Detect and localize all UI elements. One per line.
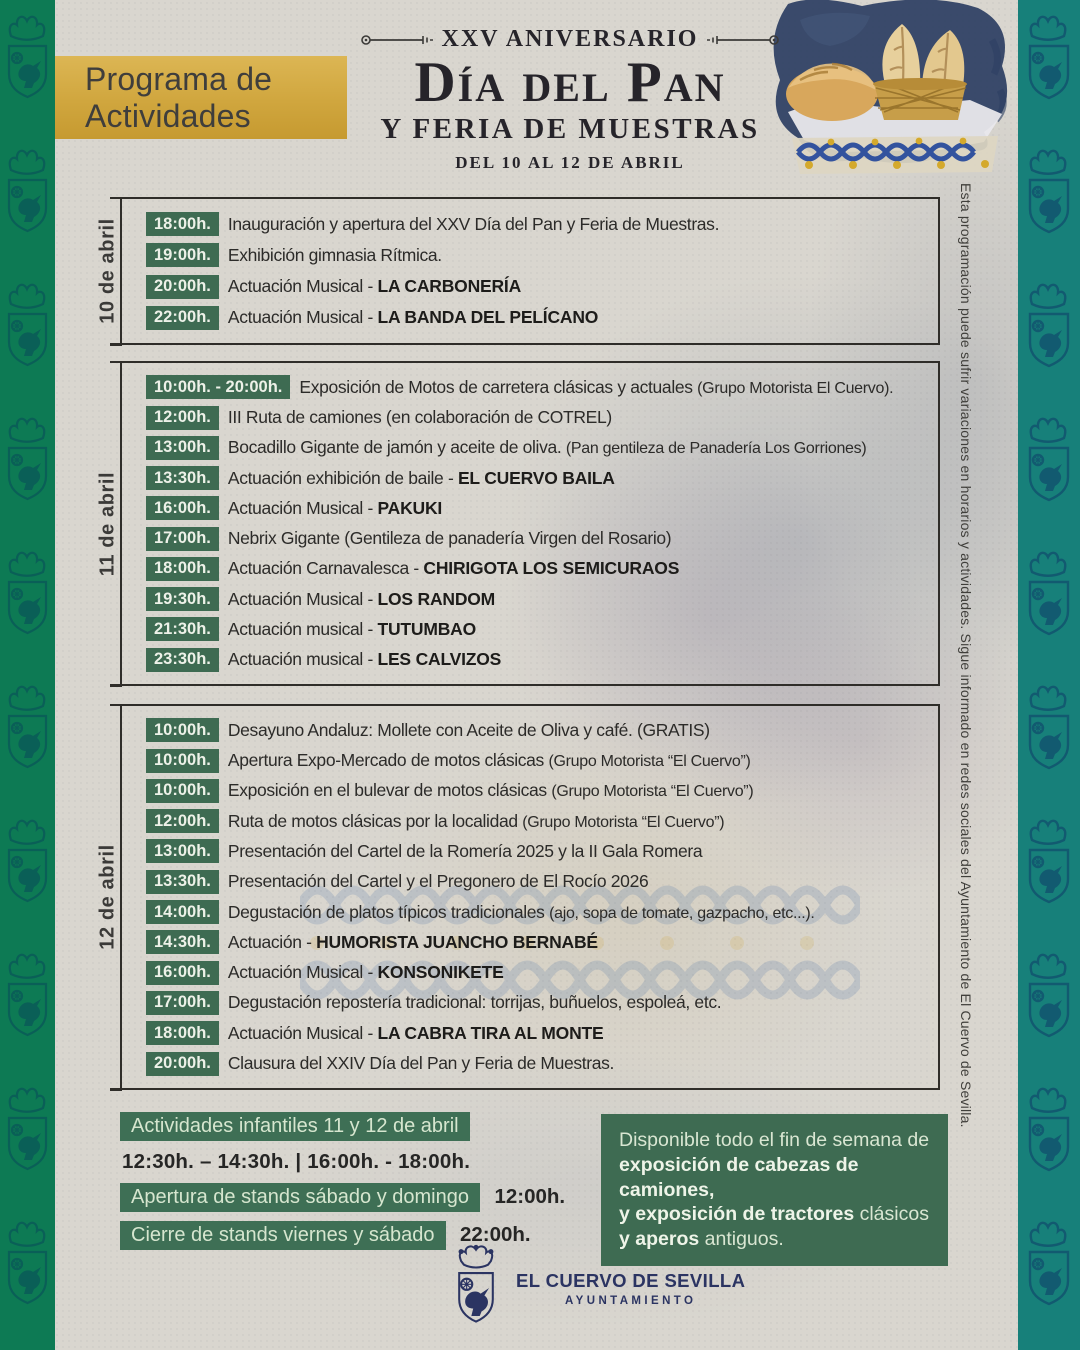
event-row — [146, 617, 936, 641]
event-note: (Grupo Motorista “El Cuervo”) — [548, 753, 751, 771]
event-text: Degustación de platos típicos tradicionales — [227, 901, 550, 922]
event-text: Ruta de motos clásicas por la localidad — [227, 810, 523, 831]
event-text: Actuación musical - — [227, 649, 378, 670]
event-list — [122, 199, 938, 343]
extras-block — [120, 1112, 595, 1259]
event-text: Actuación Carnavalesca - — [227, 558, 424, 579]
event-row — [146, 839, 936, 863]
event-text: Actuación Musical - — [227, 962, 378, 983]
event-row — [146, 1052, 936, 1076]
kids-times-row — [120, 1150, 595, 1174]
event-line — [228, 1023, 604, 1044]
time-badge: 13:30h. — [146, 466, 219, 490]
event-note: (Grupo Motorista El Cuervo). — [697, 379, 894, 397]
event-strong: TUTUMBAO — [377, 618, 476, 639]
date-label: 11 de abril — [96, 471, 119, 576]
weekend-box-line: y exposición de tractores clásicos — [619, 1203, 929, 1226]
event-line — [228, 558, 679, 579]
event-line — [228, 276, 521, 297]
time-badge: 12:00h. — [146, 406, 219, 430]
event-date-range: DEL 10 AL 12 DE ABRIL — [455, 153, 685, 173]
event-text: Presentación del Cartel de la Romería 2025 y la II Gala Romera — [227, 840, 703, 861]
event-text: Presentación del Cartel y el Pregonero de El Rocío 2026 — [227, 871, 649, 892]
time-badge: 14:30h. — [146, 930, 219, 954]
event-line — [228, 750, 751, 771]
event-text: Nebrix Gigante (Gentileza de panadería Virgen del Rosario) — [227, 528, 672, 549]
event-line — [228, 811, 724, 832]
event-line — [228, 214, 719, 235]
schedule-sections — [96, 197, 940, 1090]
logo-subtitle: AYUNTAMIENTO — [565, 1294, 697, 1307]
weekend-info-box — [601, 1114, 948, 1266]
date-label: 10 de abril — [96, 218, 119, 324]
event-row — [146, 557, 936, 581]
time-badge: 13:00h. — [146, 436, 219, 460]
time-badge: 20:00h. — [146, 275, 219, 299]
event-line — [228, 780, 754, 801]
time-badge: 10:00h. — [146, 749, 219, 773]
weekend-box-text — [619, 1128, 930, 1252]
event-row — [146, 436, 936, 460]
weekend-box-line: Disponible todo el fin de semana de — [619, 1129, 930, 1151]
event-line — [228, 528, 671, 549]
time-badge: 19:00h. — [146, 243, 219, 267]
time-badge: 17:00h. — [146, 527, 219, 551]
program-banner-line2: Actividades — [85, 97, 251, 134]
event-line — [228, 589, 495, 610]
time-badge: 10:00h. — [146, 779, 219, 803]
event-text: Exposición de Motos de carretera clásicas y actuales — [299, 376, 698, 397]
event-line — [228, 649, 501, 670]
left-border-crest-pattern — [0, 0, 55, 1350]
event-row — [146, 749, 936, 773]
time-badge: 13:30h. — [146, 870, 219, 894]
schedule-section — [96, 197, 940, 345]
event-text: Inauguración y apertura del XXV Día del Pan y Feria de Muestras. — [227, 213, 720, 234]
event-text: Desayuno Andaluz: Mollete con Aceite de Oliva y café. (GRATIS) — [227, 719, 710, 740]
event-line — [228, 468, 615, 489]
event-text: Clausura del XXIV Día del Pan y Feria de Muestras. — [227, 1053, 615, 1074]
event-line — [228, 992, 721, 1013]
time-badge: 18:00h. — [146, 212, 219, 236]
event-line — [228, 245, 442, 266]
flourish-right-icon — [707, 32, 781, 48]
event-line — [228, 619, 476, 640]
program-banner-line1: Programa de — [85, 61, 273, 98]
event-row — [146, 961, 936, 985]
date-label: 12 de abril — [96, 844, 119, 950]
time-badge: 10:00h. — [146, 718, 219, 742]
event-row — [146, 718, 936, 742]
time-badge: 16:00h. — [146, 961, 219, 985]
event-line — [228, 871, 648, 892]
event-note: (ajo, sopa de tomate, gazpacho, etc...). — [549, 904, 815, 922]
event-row — [146, 1021, 936, 1045]
event-row — [146, 243, 936, 267]
time-badge: 23:30h. — [146, 648, 219, 672]
event-strong: LA CABRA TIRA AL MONTE — [377, 1022, 604, 1043]
event-note: (Grupo Motorista “El Cuervo”) — [522, 813, 725, 831]
time-badge: 22:00h. — [146, 306, 219, 330]
event-line — [299, 377, 893, 398]
event-subtitle: Y FERIA DE MUESTRAS — [380, 113, 760, 146]
event-line — [228, 307, 598, 328]
event-row — [146, 870, 936, 894]
event-text: Exhibición gimnasia Rítmica. — [227, 244, 442, 265]
stands-open-row — [120, 1183, 595, 1212]
logo-title: EL CUERVO DE SEVILLA — [516, 1269, 746, 1291]
event-text: Exposición en el bulevar de motos clásicas — [227, 780, 552, 801]
stands-open-label: Apertura de stands sábado y domingo — [120, 1183, 480, 1212]
event-strong: LA BANDA DEL PELÍCANO — [377, 307, 599, 328]
event-row — [146, 991, 936, 1015]
event-text: Actuación Musical - — [227, 1022, 378, 1043]
event-strong: LES CALVIZOS — [377, 649, 502, 670]
event-note: (Grupo Motorista “El Cuervo”) — [551, 783, 754, 801]
event-row — [146, 466, 936, 490]
weekend-box-line: y aperos antiguos. — [619, 1228, 784, 1250]
event-text: III Ruta de camiones (en colaboración de COTREL) — [227, 407, 612, 428]
event-line — [228, 437, 867, 458]
event-text: Actuación exhibición de baile - — [227, 467, 458, 488]
event-row — [146, 809, 936, 833]
event-strong: KONSONIKETE — [377, 962, 504, 983]
event-row — [146, 212, 936, 236]
time-badge: 10:00h. - 20:00h. — [146, 375, 290, 399]
event-text: Actuación Musical - — [227, 307, 378, 328]
time-badge: 16:00h. — [146, 496, 219, 520]
event-line — [228, 720, 710, 741]
event-line — [228, 1053, 614, 1074]
time-badge: 20:00h. — [146, 1052, 219, 1076]
time-badge: 18:00h. — [146, 1021, 219, 1045]
kids-activities-row — [120, 1112, 595, 1141]
time-badge: 18:00h. — [146, 557, 219, 581]
event-text: Actuación Musical - — [227, 276, 378, 297]
time-badge: 14:00h. — [146, 900, 219, 924]
stands-close-time: 22:00h. — [459, 1223, 531, 1246]
schedule-section — [96, 361, 940, 686]
event-line — [228, 498, 442, 519]
bread-basket-illustration — [770, 0, 1020, 185]
kids-activities-times: 12:30h. – 14:30h. | 16:00h. - 18:00h. — [122, 1150, 471, 1173]
event-row — [146, 900, 936, 924]
event-line — [228, 902, 815, 923]
event-line — [228, 407, 612, 428]
schedule-section — [96, 704, 940, 1090]
event-row — [146, 496, 936, 520]
event-text: Actuación - — [227, 931, 317, 952]
event-text: Actuación musical - — [227, 618, 378, 639]
event-strong: HUMORISTA JUANCHO BERNABÉ — [316, 931, 598, 952]
town-crest-icon — [448, 1244, 504, 1332]
event-line — [228, 841, 702, 862]
event-list — [122, 363, 938, 684]
weekend-box-line: exposición de cabezas de camiones, — [619, 1153, 859, 1201]
event-row — [146, 779, 936, 803]
time-badge: 13:00h. — [146, 839, 219, 863]
event-list — [122, 706, 938, 1088]
right-border-crest-pattern — [1018, 0, 1080, 1350]
event-text: Bocadillo Gigante de jamón y aceite de oliva. — [227, 437, 566, 458]
event-strong: PAKUKI — [377, 497, 443, 518]
time-badge: 19:30h. — [146, 587, 219, 611]
time-badge: 21:30h. — [146, 617, 219, 641]
event-strong: LA CARBONERÍA — [377, 276, 522, 297]
town-hall-logo — [448, 1244, 745, 1332]
event-row — [146, 406, 936, 430]
anniversary-row — [352, 26, 788, 53]
anniversary-label: XXV ANIVERSARIO — [441, 26, 699, 52]
masthead — [352, 26, 788, 173]
event-line — [228, 962, 504, 983]
time-badge: 12:00h. — [146, 809, 219, 833]
logo-text — [516, 1270, 745, 1307]
event-row — [146, 275, 936, 299]
event-strong: EL CUERVO BAILA — [457, 467, 615, 488]
stands-open-time: 12:00h. — [494, 1185, 566, 1208]
event-title: Día del Pan — [414, 51, 726, 114]
side-note: Esta programación puede sufrir variaciones en horarios y actividades. Sigue informado en redes sociales del Ayuntamiento de El Cuervo de Sevilla. — [958, 183, 974, 1128]
flourish-left-icon — [359, 32, 433, 48]
event-row — [146, 648, 936, 672]
event-row — [146, 375, 936, 399]
event-text: Apertura Expo-Mercado de motos clásicas — [227, 750, 549, 771]
event-note: (Pan gentileza de Panadería Los Gorriones) — [565, 440, 867, 458]
event-strong: LOS RANDOM — [377, 588, 496, 609]
stands-close-label: Cierre de stands viernes y sábado — [120, 1221, 446, 1250]
program-banner — [55, 56, 347, 139]
event-line — [228, 932, 598, 953]
event-row — [146, 306, 936, 330]
event-text: Actuación Musical - — [227, 497, 378, 518]
kids-activities-label: Actividades infantiles 11 y 12 de abril — [120, 1112, 470, 1141]
time-badge: 17:00h. — [146, 991, 219, 1015]
event-row — [146, 527, 936, 551]
event-row — [146, 587, 936, 611]
event-text: Degustación repostería tradicional: torrijas, buñuelos, espoleá, etc. — [227, 992, 722, 1013]
event-strong: CHIRIGOTA LOS SEMICURAOS — [423, 558, 680, 579]
event-text: Actuación Musical - — [227, 588, 378, 609]
event-row — [146, 930, 936, 954]
